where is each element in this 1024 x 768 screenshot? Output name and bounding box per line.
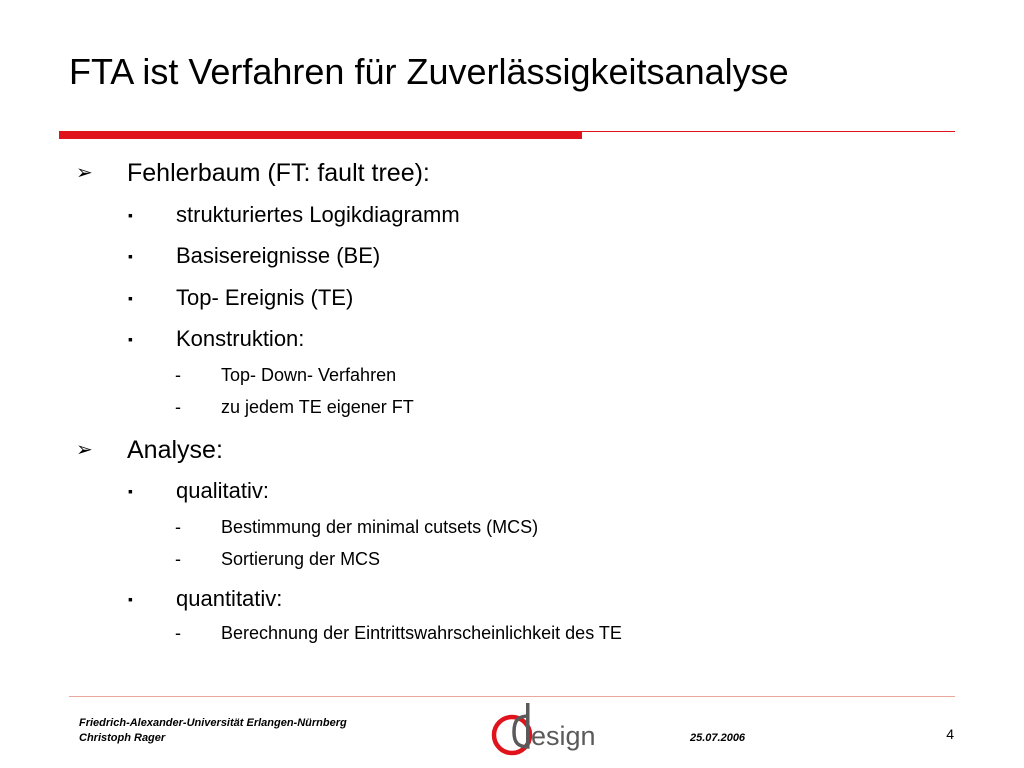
bullet-text: Top- Ereignis (TE) [176, 285, 354, 310]
footer-rule [69, 696, 955, 697]
bullet-text: Basisereignisse (BE) [176, 243, 381, 268]
square-bullet-icon: ▪ [128, 207, 133, 223]
bullet-text: strukturiertes Logikdiagramm [176, 202, 460, 227]
square-bullet-icon: ▪ [128, 591, 133, 607]
bullet-text: Top- Down- Verfahren [221, 365, 397, 385]
bullet-text: zu jedem TE eigener FT [221, 397, 414, 417]
bullet-text: Sortierung der MCS [221, 549, 381, 569]
arrow-bullet-icon: ➢ [76, 439, 93, 461]
bullet-text: Analyse: [127, 436, 223, 464]
bullet-text: Konstruktion: [176, 326, 305, 351]
arrow-bullet-icon: ➢ [76, 162, 93, 184]
dash-bullet-icon: - [175, 397, 181, 417]
footer-institution: Friedrich-Alexander-Universität Erlangen-Nürnberg [79, 717, 347, 729]
bullet-text: Fehlerbaum (FT: fault tree): [127, 159, 430, 187]
page-number: 4 [946, 726, 954, 742]
footer-author: Christoph Rager [79, 732, 166, 744]
footer-date: 25.07.2006 [690, 732, 746, 744]
bullet-text: Berechnung der Eintrittswahrscheinlichkeit des TE [221, 623, 622, 643]
square-bullet-icon: ▪ [128, 483, 133, 499]
bullet-text: qualitativ: [176, 478, 269, 503]
bullet-text: quantitativ: [176, 586, 283, 611]
title-thin-rule [582, 131, 955, 132]
square-bullet-icon: ▪ [128, 248, 133, 264]
dash-bullet-icon: - [175, 549, 181, 569]
dash-bullet-icon: - [175, 365, 181, 385]
cdesign-logo-icon [488, 702, 612, 760]
slide-title: FTA ist Verfahren für Zuverlässigkeitsanalyse [69, 51, 789, 92]
square-bullet-icon: ▪ [128, 331, 133, 347]
logo-text: esign [531, 721, 596, 751]
square-bullet-icon: ▪ [128, 290, 133, 306]
dash-bullet-icon: - [175, 623, 181, 643]
bullet-text: Bestimmung der minimal cutsets (MCS) [221, 517, 539, 537]
title-accent-rule [59, 131, 582, 139]
dash-bullet-icon: - [175, 517, 181, 537]
logo-d-stem [526, 703, 530, 747]
